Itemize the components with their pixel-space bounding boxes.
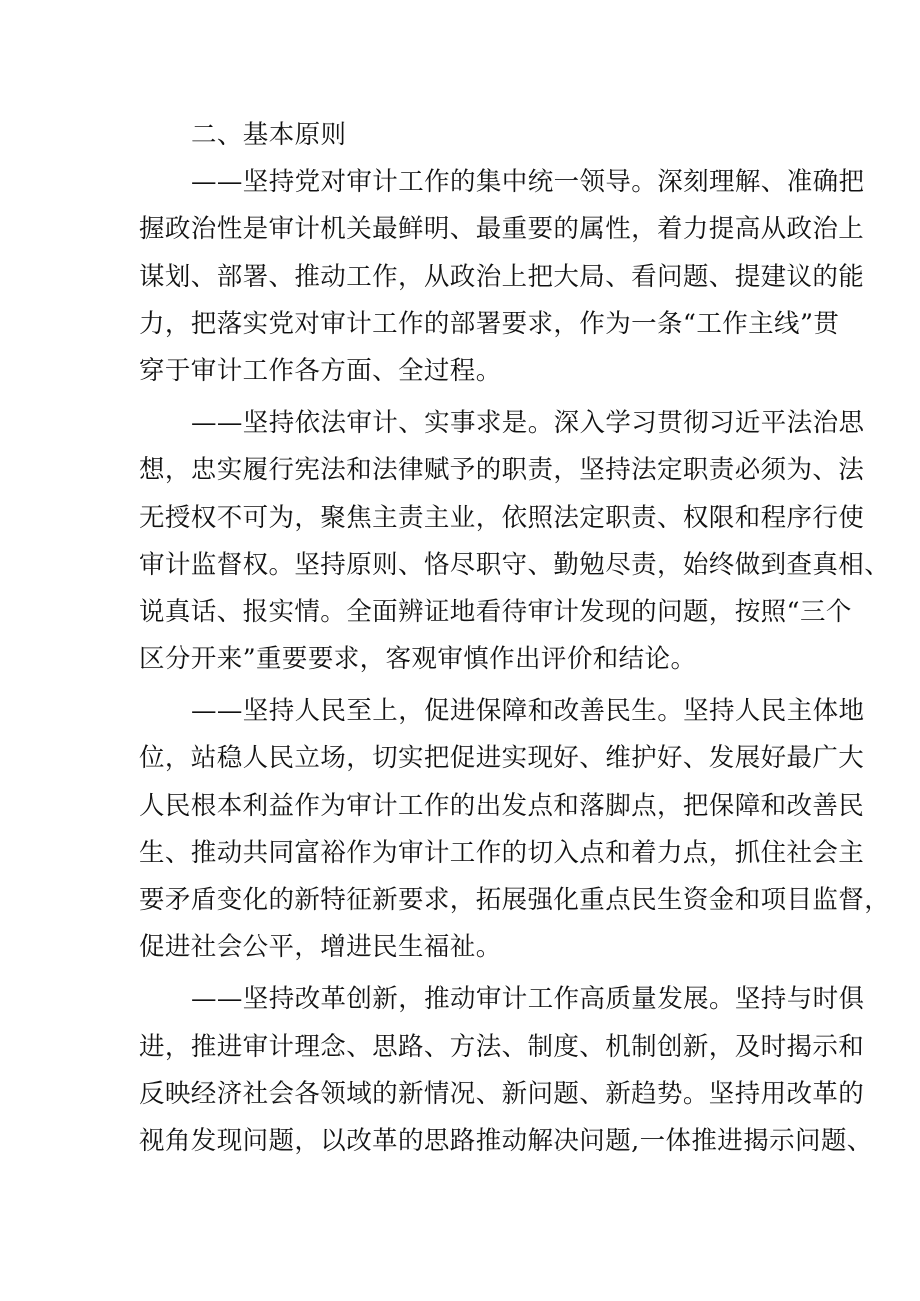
- paragraph-1-line-5: 穿于审计工作各方面、全过程。: [139, 355, 502, 386]
- paragraph-3-line-4: 生、推动共同富裕作为审计工作的切入点和着力点，抓住社会主: [139, 837, 865, 868]
- paragraph-3-line-6: 促进社会公平，增进民生福祉。: [139, 932, 502, 963]
- paragraph-2-line-1: ——坚持依法审计、实事求是。深入学习贯彻习近平法治思: [191, 408, 865, 439]
- paragraph-3-line-2: 位，站稳人民立场，切实把促进实现好、维护好、发展好最广大: [139, 743, 865, 774]
- paragraph-1-line-2: 握政治性是审计机关最鲜明、最重要的属性，着力提高从政治上: [139, 214, 865, 245]
- paragraph-4-line-4: 视角发现问题，以改革的思路推动解决问题,一体推进揭示问题、: [139, 1125, 873, 1156]
- paragraph-3-line-1: ——坚持人民至上，促进保障和改善民生。坚持人民主体地: [191, 696, 865, 727]
- document-body: [139, 112, 891, 1165]
- paragraph-1-line-1: ——坚持党对审计工作的集中统一领导。深刻理解、准确把: [191, 167, 865, 198]
- paragraph-2-line-5: 说真话、报实情。全面辨证地看待审计发现的问题，按照“三个: [139, 596, 852, 627]
- paragraph-4-line-1: ——坚持改革创新，推动审计工作高质量发展。坚持与时俱: [191, 984, 865, 1015]
- paragraph-4-line-3: 反映经济社会各领域的新情况、新问题、新趋势。坚持用改革的: [139, 1078, 865, 1109]
- section-heading: 二、基本原则: [191, 120, 347, 150]
- paragraph-2-line-4: 审计监督权。坚持原则、恪尽职守、勤勉尽责，始终做到查真相、: [139, 549, 891, 580]
- paragraph-3-line-3: 人民根本利益作为审计工作的出发点和落脚点，把保障和改善民: [139, 790, 865, 821]
- paragraph-4-line-2: 进，推进审计理念、思路、方法、制度、机制创新，及时揭示和: [139, 1031, 865, 1062]
- paragraph-2-line-2: 想，忠实履行宪法和法律赋予的职责，坚持法定职责必须为、法: [139, 455, 865, 486]
- paragraph-1-line-4: 力，把落实党对审计工作的部署要求，作为一条“工作主线”贯: [139, 308, 840, 339]
- paragraph-2-line-6: 区分开来”重要要求，客观审慎作出评价和结论。: [139, 644, 697, 675]
- paragraph-2-line-3: 无授权不可为，聚焦主责主业，依照法定职责、权限和程序行使: [139, 502, 865, 533]
- paragraph-1-line-3: 谋划、部署、推动工作，从政治上把大局、看问题、提建议的能: [139, 261, 865, 292]
- paragraph-3-line-5: 要矛盾变化的新特征新要求，拓展强化重点民生资金和项目监督，: [139, 885, 891, 915]
